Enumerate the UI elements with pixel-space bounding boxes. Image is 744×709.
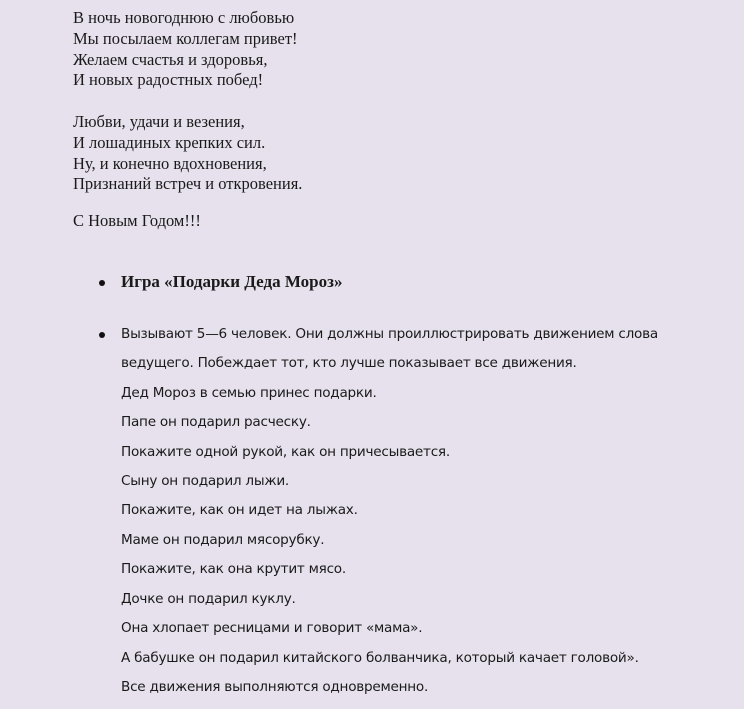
game-heading: Игра «Подарки Деда Мороз» [121,272,343,291]
poem-stanza-1 [73,8,302,91]
poem-line: Признаний встреч и откровения. [73,174,303,194]
game-line: А бабушке он подарил китайского болванчика, который качает головой». [121,650,639,666]
game-line: ведущего. Побеждает тот, кто лучше показывает все движения. [121,355,577,371]
game-line: Покажите, как он идет на лыжах. [121,502,358,518]
poem-line: Ну, и конечно вдохновения, [73,153,267,173]
game-line: Сыну он подарил лыжи. [121,473,289,489]
game-line: Дочке он подарил куклу. [121,591,296,607]
poem-line: И лошадиных крепких сил. [73,132,266,152]
greeting-line: С Новым Годом!!! [73,211,201,230]
game-line: Все движения выполняются одновременно. [121,679,429,695]
game-line: Папе он подарил расческу. [121,414,311,430]
game-line: Она хлопает ресницами и говорит «мама». [121,620,423,636]
game-line: Вызывают 5—6 человек. Они должны проиллюстрировать движением слова [121,326,658,342]
poem-line: И новых радостных побед! [73,70,264,90]
poem-line: Желаем счастья и здоровья, [73,49,268,69]
poem-stanza-2 [73,112,302,195]
new-year-poem [73,8,302,216]
game-line: Покажите одной рукой, как он причесывается. [121,444,450,460]
poem-line: Любви, удачи и везения, [73,111,245,131]
bullet-icon [99,332,105,338]
poem-line: В ночь новогоднюю с любовью [73,8,295,27]
game-line: Дед Мороз в семью принес подарки. [121,385,377,401]
game-line: Покажите, как она крутит мясо. [121,561,346,577]
bullet-icon [99,280,105,286]
poem-line: Мы посылаем коллегам привет! [73,28,298,48]
game-line: Маме он подарил мясорубку. [121,532,325,548]
